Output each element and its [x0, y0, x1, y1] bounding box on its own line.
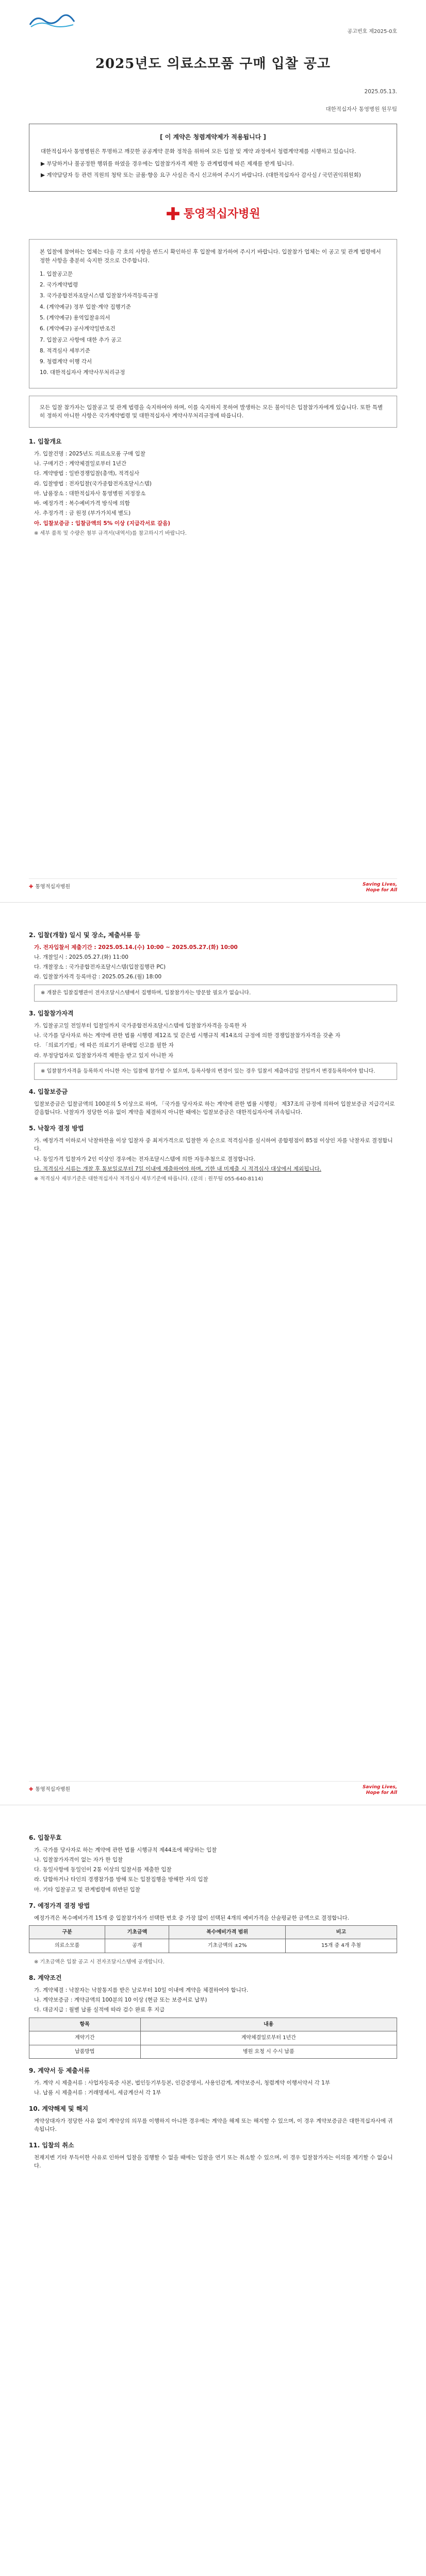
- section-item: 나. 계약보증금 : 계약금액의 100분의 10 이상 (현금 또는 보증서로 납부): [34, 1997, 207, 2004]
- footer-hospital: ✚ 통영적십자병원: [29, 1786, 70, 1794]
- page-footer: [29, 1781, 397, 1795]
- section-heading: 11. 입찰의 취소: [29, 2142, 74, 2149]
- section-heading: 3. 입찰참가자격: [29, 1010, 74, 1018]
- announce-date: 2025.05.13.: [364, 88, 397, 95]
- integrity-notice-heading: [ 이 계약은 청렴계약제가 적용됩니다 ]: [160, 133, 266, 141]
- section-item: 다. 대금지급 : 월별 납품 실적에 따라 검수 완료 후 지급: [34, 2007, 165, 2013]
- issuer: 대한적십자사 통영병원 원무팀: [325, 106, 397, 113]
- intro-list-item: 6. (계약예규) 공사계약일반조건: [40, 326, 116, 332]
- table-row: [29, 1939, 397, 1953]
- table-header: 기초금액: [105, 1925, 169, 1939]
- table-header: 내용: [140, 2018, 397, 2031]
- intro-list-item: 9. 청렴계약 이행 각서: [40, 359, 92, 365]
- hospital-brand: [29, 201, 397, 228]
- reserve-price-table: [29, 1925, 397, 1953]
- table-header: 비고: [285, 1925, 397, 1939]
- footer-hospital: ✚ 통영적십자병원: [29, 883, 70, 891]
- red-cross-icon: ✚: [166, 204, 181, 225]
- section-item: 마. 납품장소 : 대한적십자사 통영병원 지정장소: [34, 490, 146, 497]
- section-item: 다. 계약방법 : 일반경쟁입찰(총액), 적격심사: [34, 470, 140, 477]
- section-item: 라. 입찰방법 : 전자입찰(국가종합전자조달시스템): [34, 480, 152, 487]
- page-1: [0, 0, 426, 903]
- footer-slogan: [363, 882, 397, 893]
- section-note: ※ 세부 품목 및 수량은 첨부 규격서(내역서)를 참고하시기 바랍니다.: [34, 530, 187, 536]
- section-note: ※ 적격심사 세부기준은 대한적십자사 적격심사 세부기준에 따릅니다. (문의 : 원무팀 055-640-8114): [34, 1176, 264, 1182]
- table-cell: 병원 요청 시 수시 납품: [140, 2045, 397, 2059]
- section-item: 나. 납품 시 제출서류 : 거래명세서, 세금계산서 각 1부: [34, 2090, 161, 2096]
- document-number: 공고번호 제2025-0호: [347, 29, 397, 35]
- section-item: 나. 동일가격 입찰자가 2인 이상인 경우에는 전자조달시스템에 의한 자동추첨으로 결정합니다.: [34, 1156, 255, 1162]
- intro-text: 본 입찰에 참여하는 업체는 다음 각 호의 사항을 반드시 확인하신 후 입찰에 참가하여 주시기 바랍니다. 입찰참가 업체는 이 공고 및 관계 법령에서 정한 사항을 충분히 숙지한 것으로 간주합니다.: [40, 249, 381, 264]
- page-title: 2025년도 의료소모품 구매 입찰 공고: [95, 56, 331, 72]
- section-item: 나. 개찰일시 : 2025.05.27.(화) 11:00: [34, 954, 128, 960]
- intro-list-item: 2. 국가계약법령: [40, 282, 78, 289]
- conditions-box: 모든 입찰 참가자는 입찰공고 및 관계 법령을 숙지하여야 하며, 이를 숙지하지 못하여 발생하는 모든 불이익은 입찰참가자에게 있습니다. 또한 특별히 정하지 아니한 사항은 국가계약법령 및 대한적십자사 계약사무처리규정에 따릅니다.: [29, 396, 397, 428]
- table-row: [29, 2045, 397, 2059]
- intro-list-item: 5. (계약예규) 용역입찰유의서: [40, 315, 110, 321]
- section-item: 라. 담합하거나 타인의 경쟁참가를 방해 또는 입찰집행을 방해한 자의 입찰: [34, 1876, 208, 1883]
- section-item: 가. 계약 시 제출서류 : 사업자등록증 사본, 법인등기부등본, 인감증명서, 사용인감계, 계약보증서, 청렴계약 이행서약서 각 1부: [34, 2079, 330, 2086]
- section-item: 다. 「의료기기법」에 따른 의료기기 판매업 신고를 필한 자: [34, 1042, 174, 1049]
- section-heading: 2. 입찰(개찰) 일시 및 장소, 제출서류 등: [29, 931, 140, 939]
- section-paragraph: 계약상대자가 정당한 사유 없이 계약상의 의무를 이행하지 아니한 경우에는 계약을 해제 또는 해지할 수 있으며, 이 경우 계약보증금은 대한적십자사에 귀속됩니다.: [34, 2117, 393, 2133]
- section-item: 바. 예정가격 : 복수예비가격 방식에 의함: [34, 500, 130, 507]
- hospital-logo-icon: [29, 11, 75, 29]
- intro-box: [29, 239, 397, 388]
- section-item: 다. 개찰장소 : 국가종합전자조달시스템(입찰집행관 PC): [34, 964, 166, 971]
- section-item: 라. 입찰참가자격 등록마감 : 2025.05.26.(월) 18:00: [34, 974, 162, 980]
- integrity-notice-text: 대한적십자사 통영병원은 투명하고 깨끗한 공공계약 문화 정착을 위하여 모든 입찰 및 계약 과정에서 청렴계약제를 시행하고 있습니다.: [41, 148, 356, 155]
- section-heading: 10. 계약해제 및 해지: [29, 2105, 88, 2113]
- integrity-notice-bullet: ▶ 부당하거나 불공정한 행위를 하였을 경우에는 입찰참가자격 제한 등 관계법령에 따른 제재를 받게 됩니다.: [41, 160, 385, 168]
- table-cell: 계약기간: [29, 2031, 141, 2045]
- section-paragraph: 예정가격은 복수예비가격 15개 중 입찰참가자가 선택한 번호 중 가장 많이 선택된 4개의 예비가격을 산술평균한 금액으로 결정합니다.: [34, 1914, 350, 1921]
- intro-list-item: 10. 대한적십자사 계약사무처리규정: [40, 369, 125, 376]
- page-2: [0, 903, 426, 1805]
- section-item: 아. 입찰보증금 : 입찰금액의 5% 이상 (지급각서로 갈음): [34, 520, 171, 527]
- integrity-notice-box: [29, 124, 397, 191]
- section-item: 다. 적격심사 서류는 개찰 후 통보일로부터 7일 이내에 제출하여야 하며, 기한 내 미제출 시 적격심사 대상에서 제외됩니다.: [34, 1165, 321, 1172]
- section-item: 나. 입찰참가자격이 없는 자가 한 입찰: [34, 1856, 123, 1863]
- section-item: 다. 동일사항에 동일인이 2통 이상의 입찰서를 제출한 입찰: [34, 1867, 172, 1873]
- section-heading: 5. 낙찰자 결정 방법: [29, 1125, 84, 1132]
- section-heading: 1. 입찰개요: [29, 438, 62, 446]
- section-heading: 6. 입찰무효: [29, 1834, 62, 1841]
- section-heading: 4. 입찰보증금: [29, 1088, 68, 1096]
- section-item: 가. 입찰건명 : 2025년도 의료소모품 구매 입찰: [34, 450, 145, 457]
- section-note: ※ 기초금액은 입찰 공고 시 전자조달시스템에 공개합니다.: [34, 1959, 165, 1965]
- section-note-box: ※ 개찰은 입찰집행관이 전자조달시스템에서 집행하며, 입찰참가자는 방문할 필요가 없습니다.: [34, 985, 397, 1002]
- section-paragraph: 입찰보증금은 입찰금액의 100분의 5 이상으로 하며, 「국가를 당사자로 하는 계약에 관한 법률 시행령」 제37조의 규정에 의하여 입찰보증금 지급각서로 갈음합니다. 낙찰자가 정당한 이유 없이 계약을 체결하지 아니한 때에는 입찰보증금은 대한적십자사에 귀속됩니다.: [34, 1100, 395, 1116]
- footer-slogan-line: Saving Lives,: [362, 1785, 397, 1790]
- table-cell: 공개: [105, 1939, 169, 1953]
- table-header: 구분: [29, 1925, 105, 1939]
- table-cell: 기초금액의 ±2%: [169, 1939, 285, 1953]
- integrity-notice-bullet: ▶ 계약담당자 등 관련 직원의 청탁 또는 금품·향응 요구 사실은 즉시 신고하여 주시기 바랍니다. (대한적십자사 감사실 / 국민권익위원회): [41, 171, 385, 179]
- table-header: 복수예비가격 범위: [169, 1925, 285, 1939]
- intro-list-item: 3. 국가종합전자조달시스템 입찰참가자격등록규정: [40, 293, 158, 299]
- section-item: 가. 국가를 당사자로 하는 계약에 관한 법률 시행규칙 제44조에 해당하는 입찰: [34, 1846, 217, 1853]
- contract-terms-table: [29, 2018, 397, 2059]
- intro-list-item: 1. 입찰공고문: [40, 270, 73, 277]
- section-item: 나. 국가를 당사자로 하는 계약에 관한 법률 시행령 제12조 및 같은법 시행규칙 제14조의 규정에 의한 경쟁입찰참가자격을 갖춘 자: [34, 1032, 340, 1039]
- intro-list-item: 8. 적격심사 세부기준: [40, 347, 90, 354]
- hospital-brand-name: 통영적십자병원: [183, 208, 260, 221]
- table-cell: 15개 중 4개 추첨: [285, 1939, 397, 1953]
- section-note-box: ※ 입찰참가자격을 등록하지 아니한 자는 입찰에 참가할 수 없으며, 등록사항의 변경이 있는 경우 입찰서 제출마감일 전일까지 변경등록하여야 합니다.: [34, 1063, 397, 1080]
- table-row: [29, 2031, 397, 2045]
- footer-slogan: [363, 1785, 397, 1796]
- footer-slogan-line: Hope for All: [366, 1790, 397, 1795]
- section-item: 라. 부정당업자로 입찰참가자격 제한을 받고 있지 아니한 자: [34, 1052, 174, 1059]
- table-header: 항목: [29, 2018, 141, 2031]
- footer-slogan-line: Saving Lives,: [362, 882, 397, 887]
- page-3: [0, 1805, 426, 2576]
- hospital-logo: [29, 11, 75, 29]
- section-item: 나. 구매기간 : 계약체결일로부터 1년간: [34, 460, 127, 467]
- section-item: 가. 입찰공고일 전일부터 입찰일까지 국가종합전자조달시스템에 입찰참가자격을 등록한 자: [34, 1022, 247, 1029]
- table-cell: 납품방법: [29, 2045, 141, 2059]
- table-cell: 의료소모품: [29, 1939, 105, 1953]
- section-item: 가. 계약체결 : 낙찰자는 낙찰통지를 받은 날로부터 10일 이내에 계약을 체결하여야 합니다.: [34, 1987, 249, 1993]
- page-footer: [29, 878, 397, 893]
- section-item: 사. 추정가격 : 금 원정 (부가가치세 별도): [34, 510, 131, 517]
- table-cell: 계약체결일로부터 1년간: [140, 2031, 397, 2045]
- section-item: 가. 예정가격 이하로서 낙찰하한율 이상 입찰자 중 최저가격으로 입찰한 자 순으로 적격심사를 실시하여 종합평점이 85점 이상인 자를 낙찰자로 결정합니다.: [34, 1138, 393, 1153]
- section-paragraph: 천재지변 기타 부득이한 사유로 인하여 입찰을 집행할 수 없을 때에는 입찰을 연기 또는 취소할 수 있으며, 이 경우 입찰참가자는 이의를 제기할 수 없습니다.: [34, 2155, 393, 2170]
- section-heading: 9. 계약서 등 제출서류: [29, 2067, 90, 2075]
- intro-list-item: 7. 입찰공고 사항에 대한 추가 공고: [40, 336, 122, 343]
- footer-slogan-line: Hope for All: [366, 887, 397, 893]
- section-heading: 8. 계약조건: [29, 1974, 62, 1982]
- intro-list-item: 4. (계약예규) 정부 입찰·계약 집행기준: [40, 303, 131, 310]
- section-item: 마. 기타 입찰공고 및 관계법령에 위반된 입찰: [34, 1886, 140, 1893]
- section-heading: 7. 예정가격 결정 방법: [29, 1902, 90, 1909]
- section-item: 가. 전자입찰서 제출기간 : 2025.05.14.(수) 10:00 ~ 2025.05.27.(화) 10:00: [34, 944, 238, 951]
